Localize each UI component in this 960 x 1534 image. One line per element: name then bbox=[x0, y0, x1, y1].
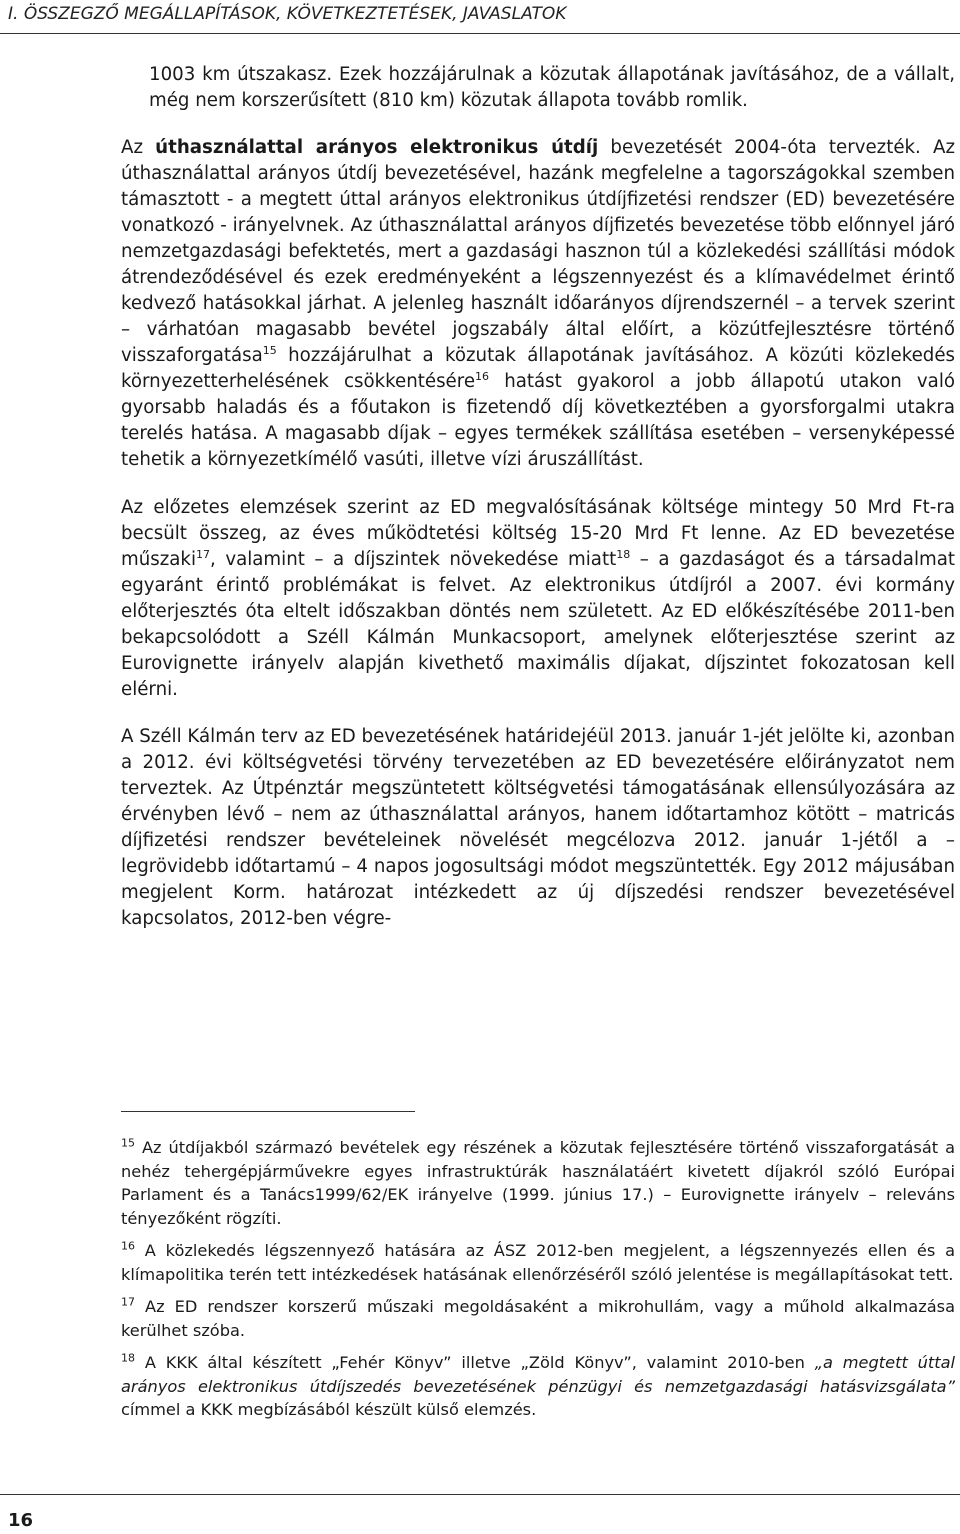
footnote-divider bbox=[121, 1111, 415, 1112]
footnote-17 bbox=[121, 1295, 955, 1342]
footnote-17-text: Az ED rendszer korszerű műszaki megoldásaként a mikrohullám, vagy a műhold alkalmazása kerülhet szóba. bbox=[121, 1297, 955, 1340]
paragraph-1 bbox=[121, 62, 955, 114]
footnote-18-text-b: címmel a KKK megbízásából készült külső elemzés. bbox=[121, 1400, 537, 1419]
footer-divider bbox=[0, 1494, 960, 1495]
footnote-18 bbox=[121, 1351, 955, 1422]
p2-text-b: bevezetését 2004-óta tervezték. Az úthasználattal arányos útdíj bevezetésével, hazánk megfelelne a tagországokkal szemben támasztott - a megtett úttal arányos elektronikus útdíjfizetési rendszer (ED) bevezetésére vonatkozó - irányelvnek. Az úthasználattal arányos díjfizetés bevezetése több előnnyel járó nemzetgazdasági befektetés, mert a gazdasági hasznon túl a közlekedési szállítási módok átrendeződésével és ezek eredményeként a légszennyezést és a klímavédelmet érintő kedvező hatásokkal járhat. A jelenleg használt időarányos díjrendszernél – a tervek szerint – várhatóan magasabb bevétel jogszabály által előírt, a közútfejlesztésre történő visszaforgatása bbox=[121, 137, 955, 366]
footnote-ref-17[interactable]: 17 bbox=[196, 547, 210, 561]
footnote-18-title: „a megtett úttal arányos elektronikus útdíjszedés bevezetésének pénzügyi és nemzetgazdasági hatásvizsgálata” bbox=[121, 1353, 955, 1396]
p3-text-c: – a gazdaságot és a társadalmat egyaránt érintő problémákat is felvet. Az elektronikus útdíjról a 2007. évi kormány előterjesztés óta eltelt időszakban döntés nem született. Az ED előkészítésébe 2011-ben bekapcsolódott a Széll Kálmán Munkacsoport, amelynek előterjesztése szerint az Eurovignette irányelv alapján kivethető maximális díjakat, díjszintet fokozatosan kell elérni. bbox=[121, 549, 955, 700]
paragraph-1-text: 1003 km útszakasz. Ezek hozzájárulnak a közutak állapotának javításához, de a vállalt, még nem korszerűsített (810 km) közutak állapota tovább romlik. bbox=[149, 64, 955, 111]
main-text bbox=[121, 62, 955, 953]
p4-text: A Széll Kálmán terv az ED bevezetésének határidejéül 2013. január 1-jét jelölte ki, azonban a 2012. évi költségvetési törvény tervezetében az ED bevezetésére előirányzatot nem terveztek. Az Útpénztár megszüntetett költségvetési támogatásának ellensúlyozására az érvényben lévő – nem az úthasználattal arányos, hanem időtartamhoz kötött – matricás díjfizetési rendszer bevételeinek növelését megcélozva 2012. január 1-jétől a – legrövidebb időtartamú – 4 napos jogosultsági módot megszüntették. Egy 2012 májusában megjelent Korm. határozat intézkedett az új díjszedési rendszer bevezetésével kapcsolatos, 2012-ben végre- bbox=[121, 726, 955, 929]
footnote-ref-18[interactable]: 18 bbox=[616, 547, 631, 561]
p2-text-a: Az bbox=[121, 137, 156, 158]
p2-text-c: hozzájárulhat a közutak állapotának javításához. A közúti közlekedés környezetterhelésének csökkentésére bbox=[121, 345, 955, 392]
footnote-15 bbox=[121, 1136, 955, 1230]
paragraph-4 bbox=[121, 724, 955, 932]
footnote-16-text: A közlekedés légszennyező hatására az ÁSZ 2012-ben megjelent, a légszennyezés ellen és a klímapolitika terén tett intézkedések hatásának ellenőrzéséről szóló jelentése is megállapításokat tett. bbox=[121, 1241, 955, 1284]
footnote-15-number: 15 bbox=[121, 1136, 135, 1150]
footnote-17-number: 17 bbox=[121, 1295, 135, 1309]
footnote-16 bbox=[121, 1239, 955, 1286]
footnote-18-text-a: A KKK által készített „Fehér Könyv” illetve „Zöld Könyv”, valamint 2010-ben bbox=[135, 1353, 815, 1372]
p2-text-d: hatást gyakorol a jobb állapotú utakon való gyorsabb haladás és a főutakon is fizetendő díj következtében a gyorsforgalmi utakra terelés hatása. A magasabb díjak – egyes termékek szállítása esetében – versenyképessé tehetik a környezetkímélő vasúti, illetve vízi áruszállítást. bbox=[121, 371, 956, 470]
page-header: I. ÖSSZEGZŐ MEGÁLLAPÍTÁSOK, KÖVETKEZTETÉSEK, JAVASLATOK bbox=[8, 4, 567, 24]
footnote-16-number: 16 bbox=[121, 1239, 135, 1253]
p3-text-b: , valamint – a díjszintek növekedése miatt bbox=[210, 549, 617, 570]
paragraph-2 bbox=[121, 135, 955, 473]
footnotes bbox=[121, 1136, 955, 1431]
footnote-ref-16[interactable]: 16 bbox=[475, 369, 490, 383]
p3-text-a: Az előzetes elemzések szerint az ED megvalósításának költsége mintegy 50 Mrd Ft-ra becsült összeg, az éves működtetési költség 15-20 Mrd Ft lenne. Az ED bevezetése műszaki bbox=[121, 497, 955, 570]
footnote-15-text: Az útdíjakból származó bevételek egy részének a közutak fejlesztésére történő visszaforgatását a nehéz tehergépjárművekre egyes infrastruktúrák használatáért kivetett díjakról szóló Európai Parlament és a Tanács1999/62/EK irányelve (1999. június 17.) – Eurovignette irányelv – releváns tényezőként rögzíti. bbox=[121, 1138, 955, 1228]
footnote-18-number: 18 bbox=[121, 1351, 135, 1365]
paragraph-3 bbox=[121, 495, 955, 703]
footnote-ref-15[interactable]: 15 bbox=[262, 343, 277, 357]
header-divider bbox=[0, 33, 960, 34]
p2-bold-term: úthasználattal arányos elektronikus útdíj bbox=[155, 137, 599, 158]
page-number: 16 bbox=[8, 1510, 34, 1531]
